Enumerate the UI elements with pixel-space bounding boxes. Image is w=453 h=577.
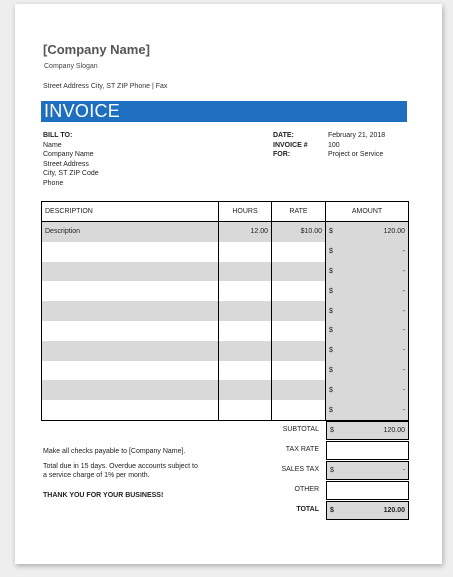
row-amount	[326, 242, 409, 262]
table-row	[42, 222, 409, 242]
row-description[interactable]	[42, 361, 219, 381]
row-description[interactable]	[42, 321, 219, 341]
bill-to-label: BILL TO:	[43, 132, 73, 139]
header-rate: RATE	[272, 202, 326, 222]
currency-symbol: $	[329, 307, 333, 315]
row-rate[interactable]	[272, 262, 326, 282]
for-label: FOR:	[273, 151, 291, 158]
table-row	[42, 361, 409, 381]
amount-value: -	[402, 406, 405, 414]
currency-symbol: $	[330, 427, 334, 434]
row-amount	[326, 341, 409, 361]
other-label: OTHER	[294, 486, 319, 493]
row-rate[interactable]	[272, 380, 326, 400]
row-description[interactable]	[42, 400, 219, 420]
row-hours[interactable]	[219, 321, 272, 341]
total-label: TOTAL	[296, 506, 319, 513]
amount-value: -	[402, 386, 405, 394]
line-items-table	[41, 201, 409, 421]
table-row	[42, 341, 409, 361]
row-hours[interactable]	[219, 400, 272, 420]
company-slogan: Company Slogan	[44, 63, 98, 70]
amount-value: -	[402, 327, 405, 335]
bill-to-block	[43, 131, 99, 188]
subtotal-box	[326, 421, 409, 440]
amount-value: 120.00	[383, 228, 405, 236]
row-hours[interactable]	[219, 262, 272, 282]
terms-note	[43, 463, 198, 480]
header-hours: HOURS	[219, 202, 272, 222]
amount-value: -	[402, 248, 405, 256]
row-amount	[326, 301, 409, 321]
total-box	[326, 501, 409, 520]
currency-symbol: $	[330, 467, 334, 474]
terms-line: Total due in 15 days. Overdue accounts subject to	[43, 463, 198, 470]
row-rate[interactable]: $10.00	[272, 222, 326, 242]
row-rate[interactable]	[272, 242, 326, 262]
currency-symbol: $	[330, 507, 334, 514]
table-header-row	[42, 202, 409, 222]
for-value: Project or Service	[328, 151, 384, 158]
meta-labels	[273, 131, 308, 160]
sales-tax-value: -	[402, 467, 405, 474]
row-description[interactable]: Description	[42, 222, 219, 242]
row-rate[interactable]	[272, 301, 326, 321]
row-description[interactable]	[42, 341, 219, 361]
row-amount	[326, 361, 409, 381]
company-name: [Company Name]	[43, 42, 150, 57]
row-rate[interactable]	[272, 400, 326, 420]
amount-value: -	[402, 287, 405, 295]
currency-symbol: $	[329, 386, 333, 394]
payable-note: Make all checks payable to [Company Name].	[43, 448, 186, 455]
row-hours[interactable]	[219, 242, 272, 262]
date-label: DATE:	[273, 132, 294, 139]
table-row	[42, 321, 409, 341]
subtotal-value: 120.00	[383, 427, 405, 434]
table-row	[42, 262, 409, 282]
meta-values	[328, 131, 385, 160]
row-rate[interactable]	[272, 361, 326, 381]
invoice-page	[15, 4, 442, 564]
currency-symbol: $	[329, 228, 333, 236]
subtotal-label: SUBTOTAL	[282, 426, 319, 433]
company-address: Street Address City, ST ZIP Phone | Fax	[43, 83, 168, 90]
other-field[interactable]	[326, 481, 409, 500]
thank-you-note: THANK YOU FOR YOUR BUSINESS!	[43, 492, 164, 499]
header-amount: AMOUNT	[326, 202, 409, 222]
bill-to-line: Phone	[43, 179, 64, 187]
sales-tax-box	[326, 461, 409, 480]
currency-symbol: $	[329, 327, 333, 335]
row-description[interactable]	[42, 301, 219, 321]
amount-value: -	[402, 347, 405, 355]
row-rate[interactable]	[272, 341, 326, 361]
amount-value: -	[402, 267, 405, 275]
row-description[interactable]	[42, 281, 219, 301]
currency-symbol: $	[329, 248, 333, 256]
row-hours[interactable]: 12.00	[219, 222, 272, 242]
row-amount	[326, 281, 409, 301]
bill-to-line: Company Name	[43, 151, 94, 158]
row-hours[interactable]	[219, 301, 272, 321]
invoice-banner	[41, 101, 407, 122]
table-row	[42, 281, 409, 301]
bill-to-line: City, ST ZIP Code	[43, 170, 99, 177]
tax-rate-field[interactable]	[326, 441, 409, 460]
terms-line: a service charge of 1% per month.	[43, 471, 150, 479]
currency-symbol: $	[329, 366, 333, 374]
row-description[interactable]	[42, 242, 219, 262]
sales-tax-label: SALES TAX	[281, 466, 319, 473]
header-description: DESCRIPTION	[42, 202, 219, 222]
row-hours[interactable]	[219, 361, 272, 381]
row-description[interactable]	[42, 380, 219, 400]
row-description[interactable]	[42, 262, 219, 282]
total-value: 120.00	[383, 507, 405, 514]
table-row	[42, 400, 409, 420]
table-row	[42, 380, 409, 400]
row-amount	[326, 380, 409, 400]
row-hours[interactable]	[219, 380, 272, 400]
tax-rate-label: TAX RATE	[285, 446, 319, 453]
invoice-title: INVOICE	[44, 101, 121, 121]
currency-symbol: $	[329, 287, 333, 295]
currency-symbol: $	[329, 347, 333, 355]
date-value: February 21, 2018	[328, 132, 386, 139]
row-hours[interactable]	[219, 341, 272, 361]
bill-to-line: Name	[43, 141, 62, 149]
row-amount	[326, 400, 409, 420]
row-hours[interactable]	[219, 281, 272, 301]
invoice-number-label: INVOICE #	[273, 141, 308, 149]
currency-symbol: $	[329, 267, 333, 275]
row-amount	[326, 321, 409, 341]
bill-to-line: Street Address	[43, 160, 89, 168]
row-amount	[326, 262, 409, 282]
amount-value: -	[402, 307, 405, 315]
table-row	[42, 301, 409, 321]
invoice-number-value: 100	[328, 141, 340, 149]
amount-value: -	[402, 366, 405, 374]
row-rate[interactable]	[272, 281, 326, 301]
row-amount	[326, 222, 409, 242]
row-rate[interactable]	[272, 321, 326, 341]
currency-symbol: $	[329, 406, 333, 414]
table-row	[42, 242, 409, 262]
